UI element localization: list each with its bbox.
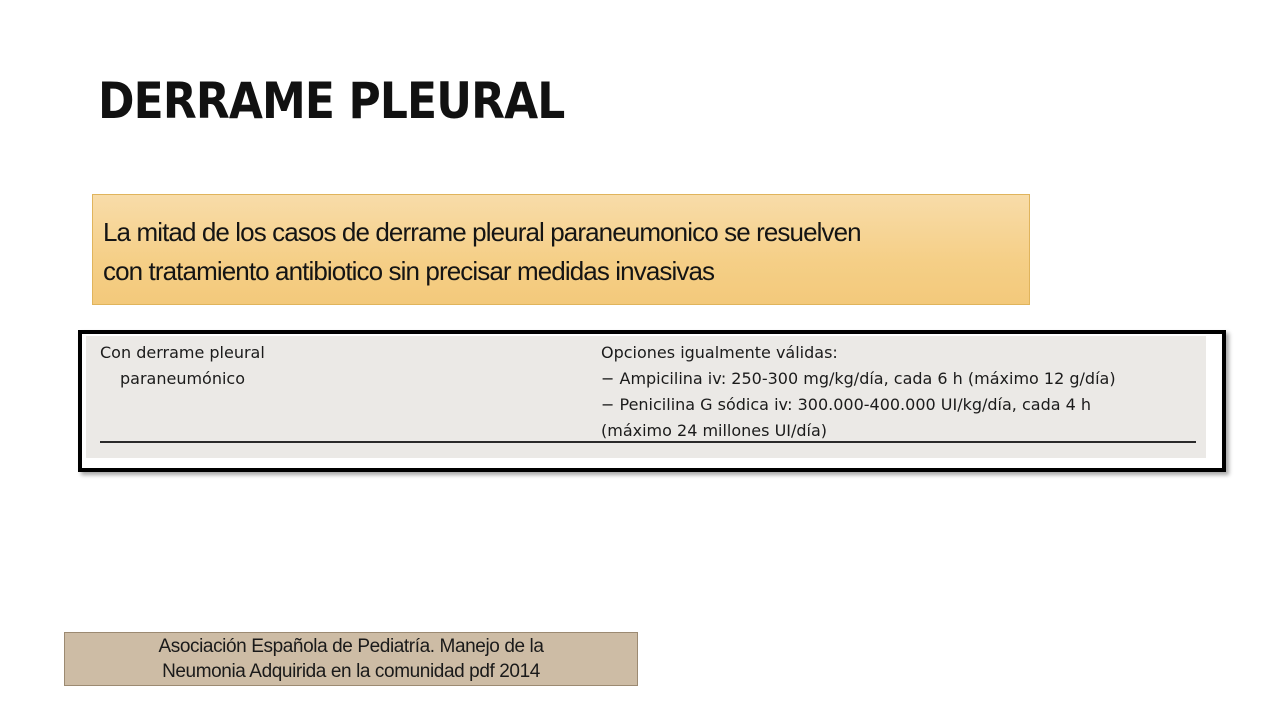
treatment-table xyxy=(86,336,1206,458)
reference-line-2: Neumonia Adquirida en la comunidad pdf 2014 xyxy=(162,661,540,682)
treatment-table-image xyxy=(78,330,1226,472)
callout-box xyxy=(92,194,1030,305)
reference-box xyxy=(64,632,638,686)
reference-line-1: Asociación Española de Pediatría. Manejo de la xyxy=(158,636,544,657)
options-heading: Opciones igualmente válidas: xyxy=(601,343,838,362)
callout-line-1: La mitad de los casos de derrame pleural paraneumonico se resuelven xyxy=(103,217,861,247)
slide-title: DERRAME PLEURAL xyxy=(98,72,565,130)
table-bottom-rule xyxy=(100,441,1196,443)
table-row-label xyxy=(100,340,265,392)
row-label-line-2: paraneumónico xyxy=(120,369,246,388)
callout-line-2: con tratamiento antibiotico sin precisar medidas invasivas xyxy=(103,256,715,286)
table-options xyxy=(601,340,1116,444)
row-label-line-1: Con derrame pleural xyxy=(100,343,265,362)
callout-text xyxy=(103,213,1019,291)
option-penicilina: − Penicilina G sódica iv: 300.000-400.000 UI/kg/día, cada 4 h xyxy=(601,395,1092,414)
option-ampicilina: − Ampicilina iv: 250-300 mg/kg/día, cada 6 h (máximo 12 g/día) xyxy=(601,369,1116,388)
option-penicilina-max: (máximo 24 millones UI/día) xyxy=(601,421,828,440)
